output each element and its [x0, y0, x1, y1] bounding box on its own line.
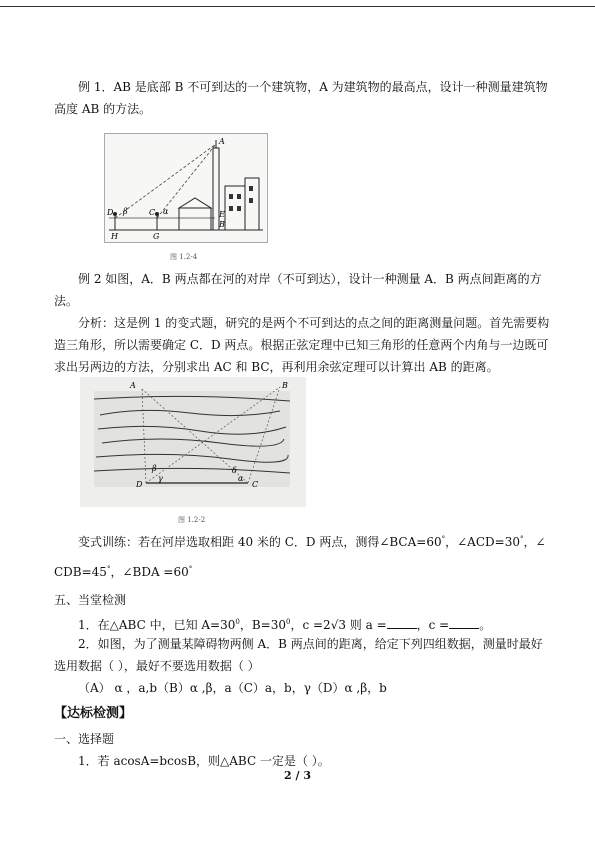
example-2-analysis: 分析：这是例 1 的变式题，研究的是两个不可到达的点之间的距离测量问题。首先需要构造三角形，所以需要确定 C．D 两点。根据正弦定理中已知三角形的任意两个内角与一边既可求出另两边的方法，分别求出 AC 和 BC，再利用余弦定理可以计算出 AB 的距离。	[54, 316, 550, 374]
variant-text-4: CDB=45	[54, 565, 107, 579]
figure-2-caption: 图 1.2-2	[178, 516, 206, 524]
figure-building	[104, 133, 268, 243]
label-D: D	[136, 480, 143, 489]
label-delta: δ	[232, 466, 237, 475]
variant-line-1	[54, 528, 554, 553]
label-E: E	[219, 210, 225, 219]
figure-1-caption: 图 1.2-4	[170, 253, 198, 261]
q1-text-a: 1．在△ABC 中，已知 A=30	[78, 618, 236, 632]
label-beta: β	[152, 464, 157, 473]
label-gamma: γ	[158, 474, 163, 483]
section-test-subtitle: 一、选择题	[54, 732, 115, 746]
label-B: B	[282, 381, 288, 390]
degree-sign: °	[106, 565, 111, 573]
question-2-options: （A） α ，a,b（B）α ,β，a（C）a，b，γ（D）α ,β，b	[78, 681, 387, 695]
building-diagram	[105, 134, 267, 242]
top-rule	[0, 6, 595, 7]
test-question-1: 1．若 acosA=bcosB，则△ABC 一定是（ ）。	[78, 754, 330, 768]
q1-text-c: ，c =2√3 则 a =	[290, 618, 387, 632]
degree-sup: 0	[235, 618, 240, 626]
variant-text-5: ，∠BDA =60	[110, 565, 189, 579]
q1-text-d: ，c =	[416, 618, 450, 632]
variant-text-2: ，∠ACD=30	[445, 535, 520, 549]
label-A: A	[130, 381, 136, 390]
variant-text-1: 变式训练：若在河岸选取相距 40 米的 C．D 两点，测得∠BCA=60	[78, 535, 442, 549]
label-D: D	[107, 208, 114, 217]
q1-text-e: 。	[479, 618, 492, 632]
section-5-title: 五、当堂检测	[54, 593, 127, 607]
label-C: C	[149, 208, 156, 217]
degree-sign: °	[188, 565, 193, 573]
degree-sign: °	[441, 535, 446, 543]
label-H: H	[111, 232, 118, 241]
label-alpha: α	[238, 474, 244, 483]
label-B: B	[219, 220, 225, 229]
page-number: 2 / 3	[284, 769, 311, 782]
section-test-title: 【达标检测】	[54, 706, 133, 721]
river-diagram	[80, 377, 306, 507]
label-alpha: α	[163, 207, 169, 216]
example-1-text: 例 1．AB 是底部 B 不可到达的一个建筑物，A 为建筑物的最高点，设计一种测量建筑物高度 AB 的方法。	[54, 80, 548, 116]
q1-text-b: ，B=30	[239, 618, 286, 632]
question-2: 2．如图，为了测量某障碍物两侧 A．B 两点间的距离，给定下列四组数据，测量时最好选用数据（ ），最好不要选用数据（ ）	[54, 637, 543, 673]
label-G: G	[153, 232, 160, 241]
variant-line-2	[54, 558, 554, 583]
answer-blank-a[interactable]	[387, 616, 417, 629]
figure-river	[80, 377, 306, 507]
answer-blank-c[interactable]	[449, 616, 479, 629]
label-beta: β	[123, 207, 128, 216]
variant-text-3: ，∠	[523, 535, 546, 549]
label-A: A	[219, 137, 225, 146]
example-2-text: 例 2 如图，A．B 两点都在河的对岸（不可到达），设计一种测量 A．B 两点间距离的方法。	[54, 272, 542, 308]
label-C: C	[252, 480, 259, 489]
degree-sign: °	[519, 535, 524, 543]
degree-sup: 0	[286, 618, 291, 626]
